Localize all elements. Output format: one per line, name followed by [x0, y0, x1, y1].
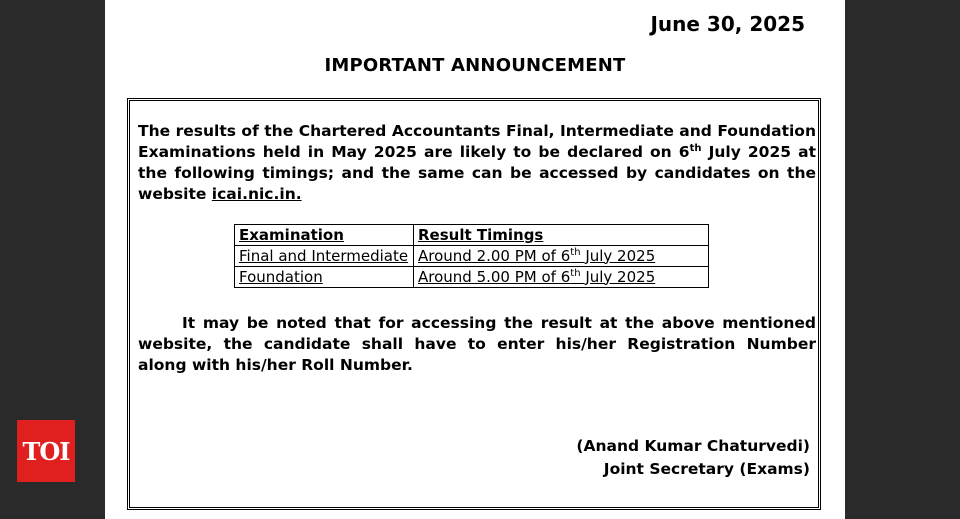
signatory-name: (Anand Kumar Chaturvedi)	[576, 437, 810, 455]
table-row	[235, 267, 709, 288]
note-paragraph	[138, 313, 816, 376]
announcement-date: June 30, 2025	[650, 12, 805, 36]
intro-paragraph	[138, 121, 816, 205]
timing-text: Around 5.00 PM of 6	[418, 267, 571, 286]
timing-cell	[414, 246, 709, 267]
header-result-timings: Result Timings	[414, 225, 709, 246]
toi-logo: TOI	[17, 420, 75, 482]
exam-cell: Final and Intermediate	[235, 246, 414, 267]
announcement-heading: IMPORTANT ANNOUNCEMENT	[324, 55, 626, 76]
timing-month: July 2025	[580, 246, 656, 265]
intro-superscript: th	[689, 142, 702, 154]
announcement-box	[127, 98, 821, 510]
header-examination: Examination	[235, 225, 414, 246]
website-link[interactable]: icai.nic.in.	[211, 185, 302, 203]
note-text: It may be noted that for accessing the result at the above mentioned website, the candidate shall have to enter his/her Registration Number along with his/her Roll Number.	[138, 314, 816, 374]
table-row	[235, 246, 709, 267]
intro-text-2: July 2025 at the following timings; and the same can be accessed by candidates on the website	[138, 143, 816, 203]
timing-month: July 2025	[580, 267, 656, 286]
exam-cell: Foundation	[235, 267, 414, 288]
announcement-page	[105, 0, 845, 519]
result-timings-table	[234, 224, 709, 288]
timing-superscript: th	[570, 267, 581, 279]
timing-superscript: th	[570, 246, 581, 258]
table-header-row	[235, 225, 709, 246]
intro-text-1: The results of the Chartered Accountants Final, Intermediate and Foundation Examinations held in May 2025 are likely to be declared on 6	[138, 122, 816, 161]
signatory-title: Joint Secretary (Exams)	[603, 460, 810, 478]
timing-text: Around 2.00 PM of 6	[418, 246, 571, 265]
timing-cell	[414, 267, 709, 288]
